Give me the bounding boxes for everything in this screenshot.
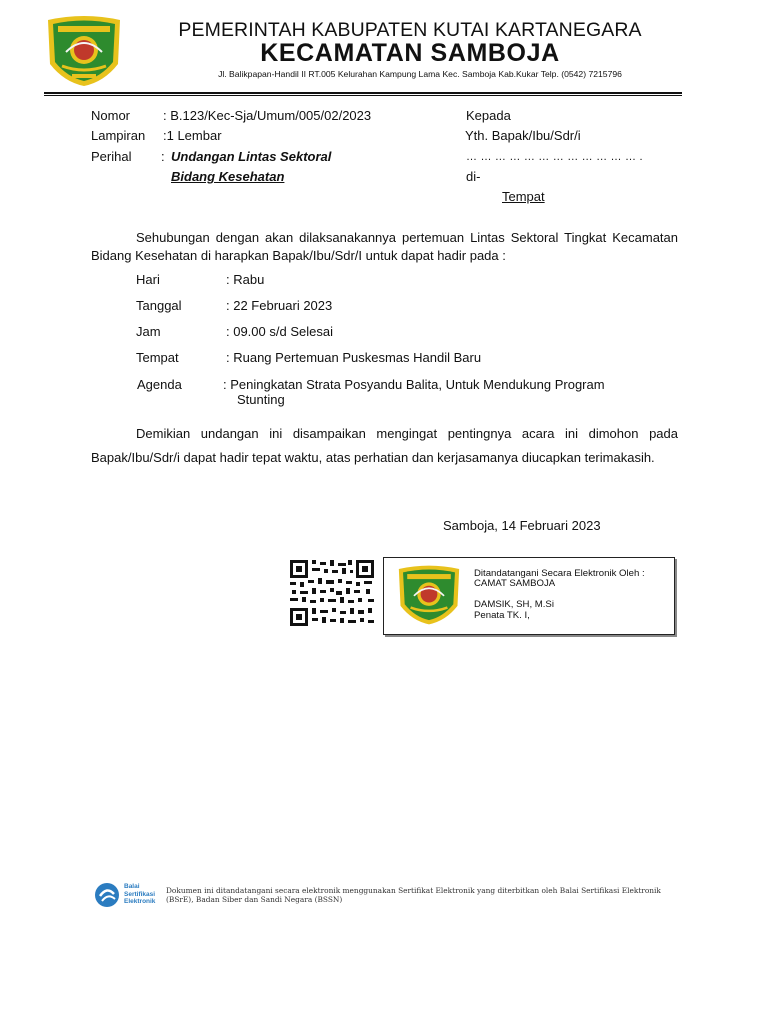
bsre-logo: [94, 882, 162, 908]
place-date: Samboja, 14 Februari 2023: [443, 518, 601, 533]
qr-code-icon: [290, 560, 376, 626]
electronic-signature-box: [383, 557, 675, 635]
detail-label-jam: Jam: [136, 324, 161, 339]
bsre-logo-icon: [94, 882, 120, 908]
signatory-name: DAMSIK, SH, M.Si: [474, 599, 554, 610]
di-label: di-: [466, 169, 481, 184]
detail-value-tanggal: : 22 Februari 2023: [226, 298, 333, 313]
kukar-emblem-small-logo: [394, 564, 464, 626]
detail-value-agenda-line-2: Stunting: [237, 392, 285, 407]
detail-label-tempat: Tempat: [136, 350, 179, 365]
bsre-logo-text-1: Balai: [124, 883, 140, 890]
kukar-emblem-logo: [44, 14, 124, 88]
header-government-name: PEMERINTAH KABUPATEN KUTAI KARTANEGARA: [178, 19, 642, 41]
detail-value-tempat: : Ruang Pertemuan Puskesmas Handil Baru: [226, 350, 482, 365]
footer-note: [166, 886, 686, 904]
header-address: Jl. Balikpapan-Handil II RT.005 Kelurahan Kampung Lama Kec. Samboja Kab.Kukar Telp. (0542) 7215796: [218, 69, 622, 79]
detail-label-hari: Hari: [136, 272, 160, 287]
nomor-label: Nomor: [91, 108, 131, 123]
closing-paragraph: Demikian undangan ini disampaikan mengingat pentingnya acara ini dimohon pada Bapak/Ibu/Sdr/i dapat hadir tepat waktu, atas perhatian dan kerjasamanya diucapkan terimakasih.: [91, 426, 678, 465]
footer-note-line-2: (BSrE), Badan Siber dan Sandi Negara (BSSN): [166, 895, 343, 904]
detail-value-agenda: : Peningkatan Strata Posyandu Balita, Untuk Mendukung Program: [223, 377, 605, 392]
nomor-value: : B.123/Kec-Sja/Umum/005/02/2023: [163, 108, 372, 123]
perihal-label: Perihal: [91, 149, 132, 164]
detail-value-hari: : Rabu: [226, 272, 265, 287]
lampiran-value: :1 Lembar: [163, 128, 222, 143]
detail-value-jam: : 09.00 s/d Selesai: [226, 324, 333, 339]
detail-label-agenda: Agenda: [137, 377, 182, 392]
recipient: Yth. Bapak/Ibu/Sdr/i: [465, 128, 581, 143]
bsre-logo-text-2: Sertifikasi: [124, 890, 156, 898]
bsre-logo-text-3: Elektronik: [124, 898, 156, 905]
tempat-label: Tempat: [502, 189, 545, 204]
signatory-rank: Penata TK. I,: [474, 610, 530, 621]
recipient-dots: … … … … … … … … … … … … .: [466, 151, 643, 163]
footer-note-line-1: Dokumen ini ditandatangani secara elektronik menggunakan Sertifikat Elektronik yang diterbitkan oleh Balai Sertifikasi Elektronik: [166, 886, 661, 895]
header-district-name: KECAMATAN SAMBOJA: [260, 39, 560, 67]
kepada-label: Kepada: [466, 108, 511, 123]
signature-line-1: Ditandatangani Secara Elektronik Oleh :: [474, 568, 645, 579]
header-divider: [44, 92, 682, 94]
header-divider-thin: [44, 95, 682, 96]
perihal-line-1: Undangan Lintas Sektoral: [171, 149, 332, 164]
intro-paragraph: Sehubungan dengan akan dilaksanakannya pertemuan Lintas Sektoral Tingkat Kecamatan Bidang Kesehatan di harapkan Bapak/Ibu/Sdr/I untuk dapat hadir pada :: [91, 230, 678, 263]
perihal-colon: :: [161, 149, 165, 164]
lampiran-label: Lampiran: [91, 128, 146, 143]
detail-label-tanggal: Tanggal: [136, 298, 182, 313]
perihal-line-2: Bidang Kesehatan: [171, 169, 285, 184]
signature-line-2: CAMAT SAMBOJA: [474, 578, 556, 589]
